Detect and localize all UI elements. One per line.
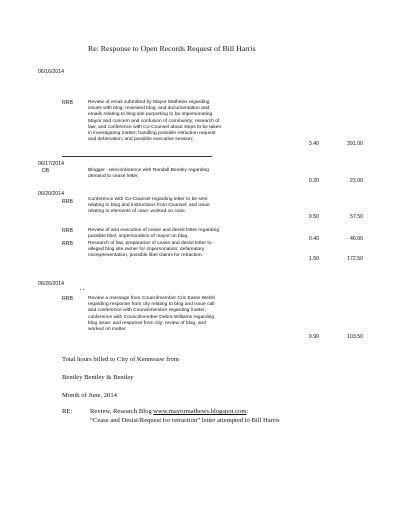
entry-timekeeper: RRB [62, 100, 73, 106]
entry-date: 06/26/2014 [38, 281, 64, 287]
entry-timekeeper: RRB [62, 241, 73, 247]
entry-amount: 23.00 [350, 178, 363, 184]
scan-speck [80, 289, 81, 290]
entry-hours: 0.20 [308, 178, 319, 184]
billing-month: Month of June, 2014 [62, 392, 117, 399]
entry-description: Research of law, preparation of cease and desist letter to alleged blog site owner for impersonation; defamatory misrepresentation, possible libel claims for retraction. [88, 241, 212, 259]
document-heading: Re: Response to Open Records Request of Bill Harris [88, 44, 256, 53]
scan-speck [83, 289, 84, 290]
re-line-2: “Cease and Desist/Request for retraction” letter attempted to Bill Harris [90, 417, 280, 424]
entry-amount: 391.00 [347, 141, 363, 147]
entry-amount: 46.00 [350, 236, 363, 242]
entry-timekeeper: RRB [62, 199, 73, 205]
entry-hours: 0.40 [308, 236, 319, 242]
entry-description: Review a message from Councilmember Cris Eaton Welsh regarding response from city relating to blog and issue call and conference with Councilmember regarding matter; conference with Councilmember Debra Williams regarding blog issue; and response from city; review of blog, and worked on matter. [88, 296, 216, 333]
entry-description: Review of and execution of cease and desist letter regarding possible libel, impersonation of mayor on blog. [88, 228, 220, 240]
total-hours-line: Total hours billed to City of Kennesaw from [62, 356, 179, 363]
entry-timekeeper: DB [42, 168, 50, 174]
divider-line [62, 156, 212, 157]
entry-timekeeper: RRB [62, 228, 73, 234]
entry-amount: 103.50 [347, 334, 363, 340]
entry-description: Conference with Co-Counsel regarding letter to be sent relating to blog and instructions from Counsel; and issue relating to elements of case; worked on case. [88, 197, 210, 215]
entry-amount: 172.50 [347, 256, 363, 262]
entry-amount: 57.50 [350, 214, 363, 220]
re-label: RE: [62, 408, 73, 415]
re-line-1: Review, Research Blog www.mayormathews.blogspot.com: [90, 408, 249, 415]
entry-date: 06/16/2014 [38, 69, 64, 75]
entry-hours: 3.40 [308, 141, 319, 147]
blog-url-link[interactable]: www.mayormathews.blogspot.com [153, 408, 247, 415]
entry-hours: 1.50 [308, 256, 319, 262]
entry-date: 06/20/2014 [38, 191, 64, 197]
entry-hours: 0.90 [308, 334, 319, 340]
entry-date: 06/17/2014 [38, 161, 64, 167]
entry-description: Review of email submitted by Mayor Mathews regarding issues with blog; reviewed blog; and documentation and emails relating to blog site purporting to be impersonating Mayor and concern and confusion of community; research of law; and conference with Co-Counsel about steps to be taken in investigating matter; handling possible retraction request and defamation; and possible executive session; [88, 100, 222, 143]
entry-timekeeper: RRB [62, 296, 73, 302]
entry-description: Blogger - teleconference with Randall Bentley regarding demand to cease letter. [88, 168, 209, 180]
entry-hours: 0.50 [308, 214, 319, 220]
firm-name: Bentley Bentley & Bentley [62, 374, 134, 381]
